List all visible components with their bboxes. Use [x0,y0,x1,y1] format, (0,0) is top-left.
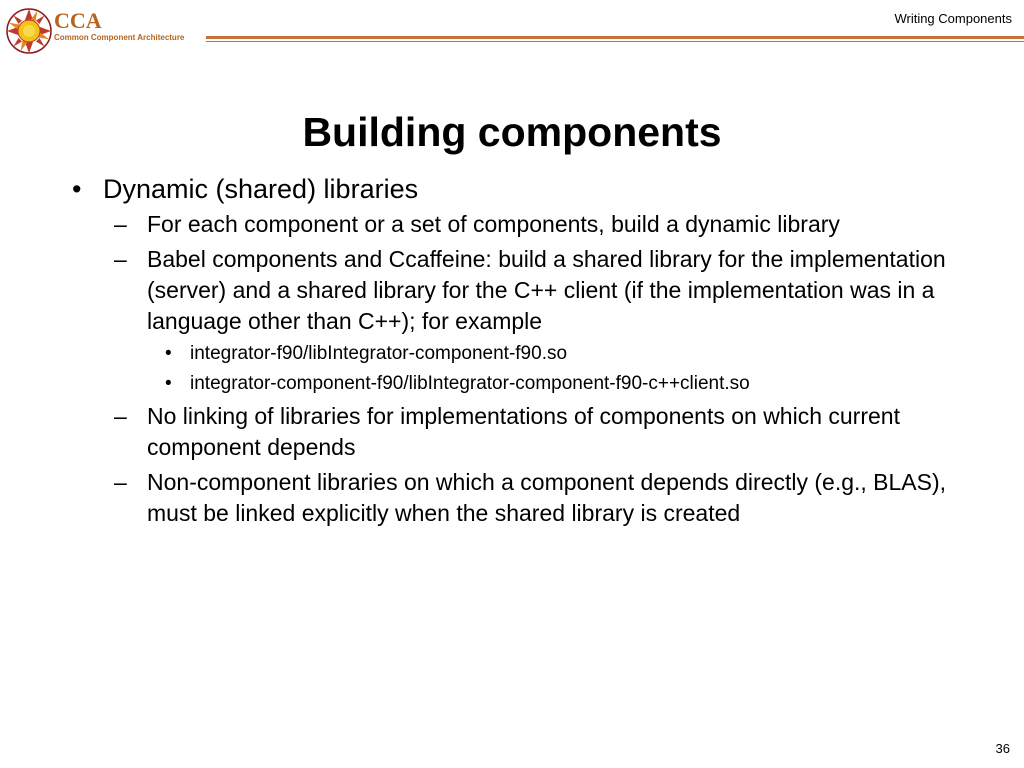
bullet-marker: • [165,373,172,394]
dash-marker: – [114,246,127,272]
bullet-text: No linking of libraries for implementations of components on which current component depends [147,403,900,460]
bullet-text: Non-component libraries on which a component depends directly (e.g., BLAS), must be linked explicitly when the shared library is created [147,469,947,526]
header-rule-thin [206,41,1024,42]
bullet-marker: • [165,343,172,364]
file-path-text: integrator-component-f90/libIntegrator-component-f90-c++client.so [190,373,750,394]
bullet-text: Babel components and Ccaffeine: build a shared library for the implementation (server) and a shared library for the C++ client (if the implementation was in a language other than C++); for example [147,246,946,334]
dash-marker: – [114,403,127,429]
file-path-text: integrator-f90/libIntegrator-component-f90.so [190,343,568,364]
brand-subtitle: Common Component Architecture [54,33,185,42]
brand-name: CCA [54,8,102,33]
cca-sunburst-logo-icon [6,8,52,54]
bullet-text: For each component or a set of components, build a dynamic library [147,211,840,237]
dash-marker: – [114,211,127,237]
bullet-level2 [70,244,980,337]
bullet-text: Dynamic (shared) libraries [103,174,419,204]
slide-title: Building components [302,109,722,155]
page-number: 36 [995,741,1010,756]
header-rule [206,36,1024,42]
section-name: Writing Components [894,11,1012,26]
bullet-level2 [70,467,980,529]
bullet-marker: • [72,174,82,204]
bullet-level3 [70,341,980,367]
slide-body [70,172,980,533]
bullet-level3 [70,371,980,397]
bullet-level1 [70,172,980,206]
bullet-level2 [70,209,980,240]
header-rule-thick [206,36,1024,39]
bullet-level2 [70,401,980,463]
dash-marker: – [114,469,127,495]
